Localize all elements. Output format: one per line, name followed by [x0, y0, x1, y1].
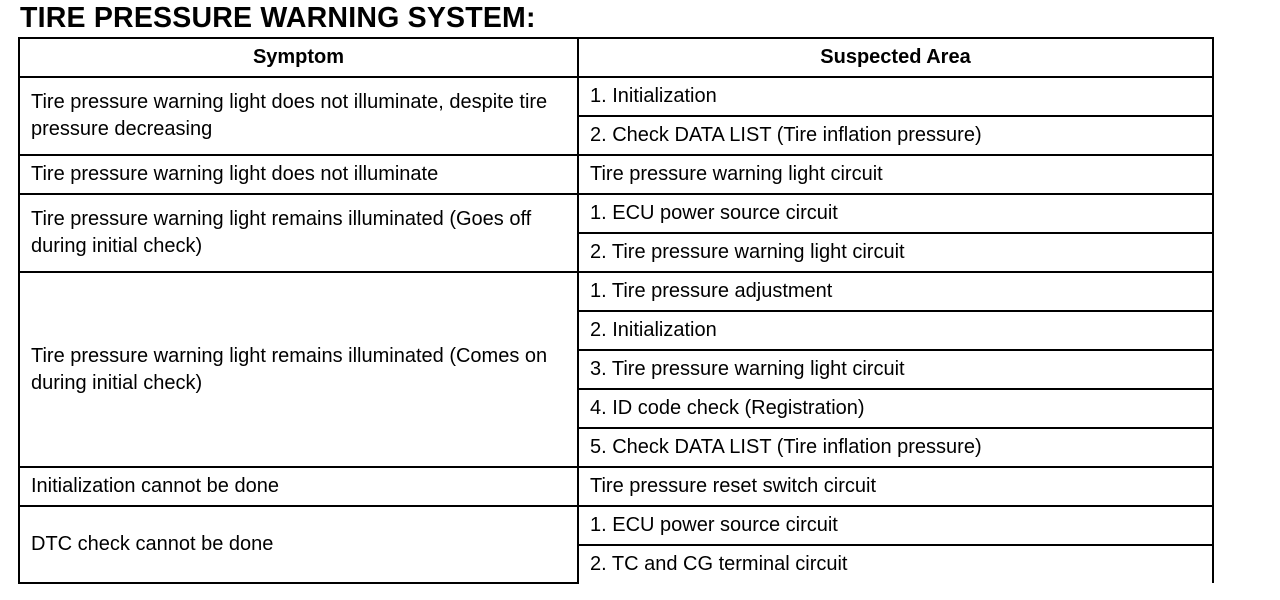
- suspected-area-cell: 1. Initialization: [578, 77, 1213, 116]
- suspected-area-cell: 2. TC and CG terminal circuit: [578, 545, 1213, 583]
- table-row: [19, 155, 1213, 194]
- suspected-area-cell: Tire pressure reset switch circuit: [578, 467, 1213, 506]
- suspected-area-cell: 3. Tire pressure warning light circuit: [578, 350, 1213, 389]
- suspected-area-cell: 1. ECU power source circuit: [578, 194, 1213, 233]
- table-row: [19, 77, 1213, 116]
- suspected-area-cell: 2. Tire pressure warning light circuit: [578, 233, 1213, 272]
- symptom-cell: Tire pressure warning light remains illuminated (Goes off during initial check): [19, 194, 578, 272]
- table-header-row: [19, 38, 1213, 77]
- suspected-area-cell: Tire pressure warning light circuit: [578, 155, 1213, 194]
- table-row: [19, 467, 1213, 506]
- page-title: TIRE PRESSURE WARNING SYSTEM:: [20, 2, 536, 34]
- suspected-area-cell: 4. ID code check (Registration): [578, 389, 1213, 428]
- suspected-area-cell: 1. ECU power source circuit: [578, 506, 1213, 545]
- suspected-area-cell: 2. Initialization: [578, 311, 1213, 350]
- symptom-cell: DTC check cannot be done: [19, 506, 578, 583]
- symptom-table: [18, 37, 1214, 584]
- symptom-cell: Tire pressure warning light does not illuminate: [19, 155, 578, 194]
- suspected-area-cell: 5. Check DATA LIST (Tire inflation pressure): [578, 428, 1213, 467]
- symptom-cell: Tire pressure warning light does not illuminate, despite tire pressure decreasing: [19, 77, 578, 155]
- table-row: [19, 272, 1213, 311]
- table-row: [19, 194, 1213, 233]
- symptom-cell: Tire pressure warning light remains illuminated (Comes on during initial check): [19, 272, 578, 467]
- symptom-column-header: Symptom: [19, 38, 578, 77]
- symptom-cell: Initialization cannot be done: [19, 467, 578, 506]
- suspected-area-cell: 2. Check DATA LIST (Tire inflation pressure): [578, 116, 1213, 155]
- suspected-area-column-header: Suspected Area: [578, 38, 1213, 77]
- table-row: [19, 506, 1213, 545]
- suspected-area-cell: 1. Tire pressure adjustment: [578, 272, 1213, 311]
